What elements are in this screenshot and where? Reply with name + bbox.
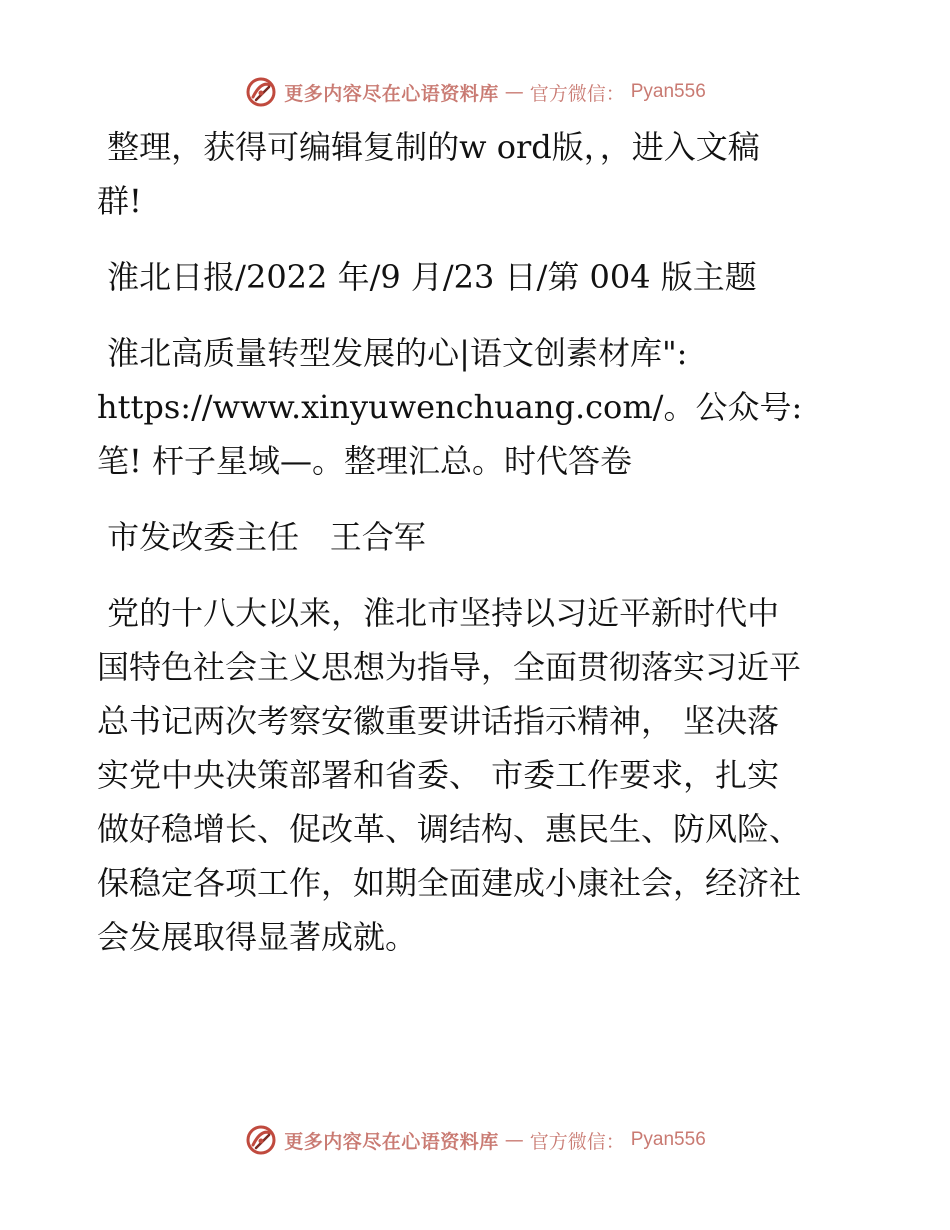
banner-dash: — <box>504 1129 524 1151</box>
text-line: 笔! 杆子星域—。整理汇总。时代答卷 <box>97 442 633 480</box>
footer-banner <box>0 1120 950 1160</box>
paragraph-body <box>97 586 867 964</box>
banner-wechat-handle: Pyan556 <box>630 81 706 102</box>
paragraph-title <box>97 326 867 488</box>
text-line: 淮北日报/2022 年/9 月/23 日/第 004 版主题 <box>97 258 757 296</box>
document-body <box>97 120 867 964</box>
banner-slogan: 更多内容尽在心语资料库 <box>284 82 499 105</box>
text-line: 淮北高质量转型发展的心|语文创素材库": <box>97 334 688 372</box>
text-line: https://www.xinyuwenchuang.com/。公众号: <box>97 388 803 426</box>
text-line: 党的十八大以来，淮北市坚持以习近平新时代中 <box>97 594 780 632</box>
banner-dash: — <box>504 81 524 103</box>
text-line: 保稳定各项工作，如期全面建成小康社会，经济社 <box>97 864 802 902</box>
text-line: 国特色社会主义思想为指导，全面贯彻落实习近平 <box>97 648 802 686</box>
text-line: 群! <box>97 182 142 220</box>
text-line: 会发展取得显著成就。 <box>97 918 418 956</box>
paragraph-intro <box>97 120 867 228</box>
banner-slogan: 更多内容尽在心语资料库 <box>284 1130 499 1153</box>
text-line: 市发改委主任 王合军 <box>97 518 426 556</box>
paragraph-source <box>97 250 867 304</box>
banner-wechat-label: 官方微信： <box>529 1130 625 1153</box>
text-line: 实党中央决策部署和省委、 市委工作要求，扎实 <box>97 756 780 794</box>
text-line: 总书记两次考察安徽重要讲话指示精神， 坚决落 <box>97 702 780 740</box>
header-banner <box>0 72 950 112</box>
text-line: 整理，获得可编辑复制的w ord版，，进入文稿 <box>97 128 760 166</box>
xinyu-logo-icon <box>244 75 278 109</box>
paragraph-author <box>97 510 867 564</box>
xinyu-logo-icon <box>244 1123 278 1157</box>
text-line: 做好稳增长、促改革、调结构、惠民生、防风险、 <box>97 810 802 848</box>
banner-wechat-handle: Pyan556 <box>630 1129 706 1150</box>
banner-wechat-label: 官方微信： <box>529 82 625 105</box>
